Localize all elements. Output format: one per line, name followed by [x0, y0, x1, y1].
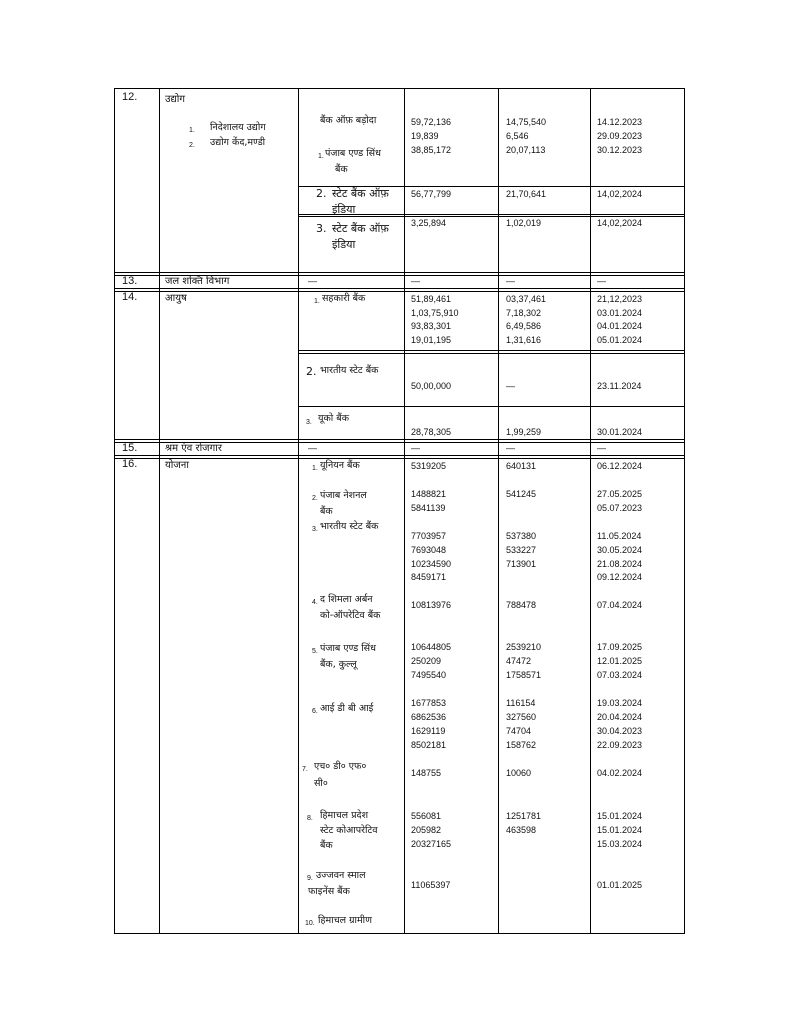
cell: 205982 — [411, 825, 442, 835]
row-16-bank-1: यूनियन बैंक — [320, 460, 360, 471]
cell: 5841139 — [411, 503, 446, 513]
row-16-bank-9a: उज्जवन स्माल — [316, 870, 366, 881]
cell: 1,02,019 — [506, 218, 542, 228]
row-16-bank-10: हिमाचल ग्रामीण — [318, 915, 372, 926]
row-12-sub-num-1: 1. — [189, 127, 195, 134]
cell: 29.09.2023 — [597, 131, 643, 141]
cell: 6,546 — [506, 131, 529, 141]
row-16-bank-9b: फाइनेंस बैंक — [308, 886, 350, 897]
cell: 10813976 — [411, 600, 452, 610]
cell: 07.03.2024 — [597, 670, 643, 680]
row-16-sno: 16. — [122, 458, 138, 470]
cell: 30.01.2024 — [597, 427, 643, 437]
row-12-bank-4b: इंडिया — [332, 238, 356, 251]
cell: — — [308, 443, 317, 453]
cell: — — [506, 381, 515, 391]
cell: 27.05.2025 — [597, 489, 643, 499]
cell: 6862536 — [411, 712, 447, 722]
row-16-bank-6: आई डी बी आई — [320, 703, 374, 714]
cell: 250209 — [411, 656, 442, 666]
cell: 7,18,302 — [506, 308, 542, 318]
row-16-bank-num-5: 5. — [312, 648, 318, 655]
cell: 8502181 — [411, 740, 447, 750]
row-16-bank-2b: बैंक — [320, 506, 333, 517]
row-16-bank-5a: पंजाब एण्ड सिंध — [320, 643, 376, 654]
cell: 1251781 — [506, 811, 542, 821]
cell: 7495540 — [411, 670, 447, 680]
row-16-bank-num-10: 10. — [305, 920, 315, 927]
cell: 116154 — [506, 698, 536, 708]
cell: 8459171 — [411, 572, 447, 582]
cell: 23.11.2024 — [597, 381, 642, 391]
cell: 11.05.2024 — [597, 531, 642, 541]
cell: 5319205 — [411, 461, 447, 471]
row-12-bank-4a: स्टेट बैंक ऑफ़ — [332, 222, 389, 235]
row-12-sub-1: निदेशालय उद्योग — [210, 122, 266, 133]
row-15-dept: श्रम एंव रोजगार — [165, 443, 222, 454]
cell: 14,02,2024 — [597, 218, 643, 228]
cell: 148755 — [411, 768, 442, 778]
cell: 788478 — [506, 600, 537, 610]
cell: 6,49,586 — [506, 321, 542, 331]
cell: — — [597, 276, 606, 286]
row-14-bank-num-2: 2. — [306, 365, 317, 378]
row-14-sno: 14. — [122, 291, 138, 303]
cell: 04.02.2024 — [597, 768, 643, 778]
row-16-bank-4a: द शिमला अर्बन — [320, 594, 373, 605]
cell: 17.09.2025 — [597, 642, 643, 652]
row-16-bank-num-3: 3. — [312, 526, 318, 533]
cell: 1488821 — [411, 489, 447, 499]
cell: 1,99,259 — [506, 427, 542, 437]
row-15-sno: 15. — [122, 442, 138, 454]
cell: 19,839 — [411, 131, 439, 141]
cell: 1677853 — [411, 698, 447, 708]
row-16-bank-2a: पंजाब नेशनल — [320, 490, 367, 501]
cell: 21.08.2024 — [597, 559, 643, 569]
row-14-bank-3: यूको बैंक — [318, 413, 350, 424]
cell: 15.03.2024 — [597, 839, 643, 849]
cell: 04.01.2024 — [597, 321, 643, 331]
cell: 640131 — [506, 461, 537, 471]
cell: 03,37,461 — [506, 294, 547, 304]
cell: 2539210 — [506, 642, 542, 652]
row-16-bank-num-8: 8. — [307, 815, 313, 822]
cell: 74704 — [506, 726, 532, 736]
row-16-bank-3: भारतीय स्टेट बैंक — [320, 521, 379, 532]
cell: 10060 — [506, 768, 532, 778]
row-13-dept: जल शक्ति विभाग — [165, 276, 230, 287]
cell: — — [308, 276, 317, 286]
cell: 20.04.2024 — [597, 712, 643, 722]
cell: 11065397 — [411, 880, 451, 890]
row-12-bank-2a: पंजाब एण्ड सिंध — [325, 148, 381, 159]
cell: 1,03,75,910 — [411, 308, 459, 318]
row-16-bank-8a: हिमाचल प्रदेश — [320, 810, 369, 821]
cell: 59,72,136 — [411, 117, 452, 127]
cell: 541245 — [506, 489, 537, 499]
row-12-bank-3b: इंडिया — [332, 203, 356, 216]
cell: 51,89,461 — [411, 294, 452, 304]
row-14-bank-num-3: 3. — [306, 419, 312, 426]
row-16-bank-7b: सी० — [314, 778, 328, 789]
row-12-dept: उद्योग — [165, 94, 185, 105]
cell: 28,78,305 — [411, 427, 452, 437]
row-12-bank-num-3: 3. — [316, 222, 327, 235]
row-16-bank-5b: बैंक, कुल्लू — [320, 659, 357, 670]
row-16-bank-num-4: 4. — [312, 599, 318, 606]
cell: 05.01.2024 — [597, 335, 643, 345]
cell: 158762 — [506, 740, 537, 750]
cell: 463598 — [506, 825, 537, 835]
row-16-dept: योजना — [165, 460, 189, 471]
cell: — — [506, 276, 515, 286]
cell: — — [506, 443, 515, 453]
cell: 30.12.2023 — [597, 145, 643, 155]
row-12-bank-2b: बैंक — [335, 164, 348, 175]
row-16-bank-num-7: 7. — [302, 766, 308, 773]
cell: 30.04.2023 — [597, 726, 643, 736]
cell: 07.04.2024 — [597, 600, 643, 610]
cell: 14.12.2023 — [597, 117, 643, 127]
row-14-bank-1: सहकारी बैंक — [322, 293, 366, 304]
cell: 1,31,616 — [506, 335, 542, 345]
row-12-sub-num-2: 2. — [189, 142, 195, 149]
row-13-sno: 13. — [122, 275, 138, 287]
cell: 12.01.2025 — [597, 656, 643, 666]
cell: 1758571 — [506, 670, 542, 680]
cell: — — [597, 443, 606, 453]
row-16-bank-num-1: 1. — [312, 465, 318, 472]
cell: 50,00,000 — [411, 381, 452, 391]
cell: 7693048 — [411, 545, 447, 555]
row-16-bank-7a: एच० डी० एफ० — [314, 761, 367, 772]
row-16-bank-4b: को-ऑपरेटिव बैंक — [320, 610, 381, 621]
cell: 19,01,195 — [411, 335, 452, 345]
row-12-sub-2: उद्योग केंद,मण्डी — [210, 137, 266, 148]
row-16-bank-num-6: 6. — [312, 708, 318, 715]
cell: 713901 — [506, 559, 537, 569]
cell: 09.12.2024 — [597, 572, 643, 582]
cell: 7703957 — [411, 531, 447, 541]
cell: 93,83,301 — [411, 321, 452, 331]
row-12-bank-1: बैंक ऑफ़ बड़ोदा — [320, 115, 377, 126]
cell: 14,02,2024 — [597, 189, 643, 199]
cell: 15.01.2024 — [597, 811, 643, 821]
cell: 05.07.2023 — [597, 503, 643, 513]
row-14-bank-2: भारतीय स्टेट बैंक — [320, 365, 379, 376]
cell: 20,07,113 — [506, 145, 546, 155]
cell: — — [411, 276, 420, 286]
cell: 14,75,540 — [506, 117, 547, 127]
row-12-bank-num-1: 1. — [318, 153, 324, 160]
cell: 556081 — [411, 811, 442, 821]
cell: 38,85,172 — [411, 145, 452, 155]
cell: 3,25,894 — [411, 218, 447, 228]
cell: 537380 — [506, 531, 537, 541]
cell: 15.01.2024 — [597, 825, 643, 835]
cell: 21,12,2023 — [597, 294, 643, 304]
cell: — — [411, 443, 420, 453]
cell: 1629119 — [411, 726, 446, 736]
row-14-bank-num-1: 1. — [314, 298, 320, 305]
cell: 47472 — [506, 656, 532, 666]
row-16-bank-num-9: 9. — [307, 875, 313, 882]
row-16-bank-8b: स्टेट कोआपरेटिव — [320, 825, 378, 836]
cell: 533227 — [506, 545, 537, 555]
cell: 22.09.2023 — [597, 740, 643, 750]
row-16-bank-num-2: 2. — [312, 495, 318, 502]
row-16-bank-8c: बैंक — [320, 840, 333, 851]
row-12-bank-3a: स्टेट बैंक ऑफ़ — [332, 187, 389, 200]
row-14-dept: आयुष — [165, 293, 187, 304]
row-12-bank-num-2: 2. — [316, 187, 327, 200]
cell: 19.03.2024 — [597, 698, 643, 708]
cell: 30.05.2024 — [597, 545, 643, 555]
row-12-sno: 12. — [122, 91, 138, 103]
cell: 21,70,641 — [506, 189, 547, 199]
cell: 06.12.2024 — [597, 461, 643, 471]
cell: 01.01.2025 — [597, 880, 643, 890]
cell: 20327165 — [411, 839, 452, 849]
cell: 56,77,799 — [411, 189, 452, 199]
cell: 10234590 — [411, 559, 452, 569]
cell: 327560 — [506, 712, 537, 722]
cell: 03.01.2024 — [597, 308, 643, 318]
cell: 10644805 — [411, 642, 452, 652]
